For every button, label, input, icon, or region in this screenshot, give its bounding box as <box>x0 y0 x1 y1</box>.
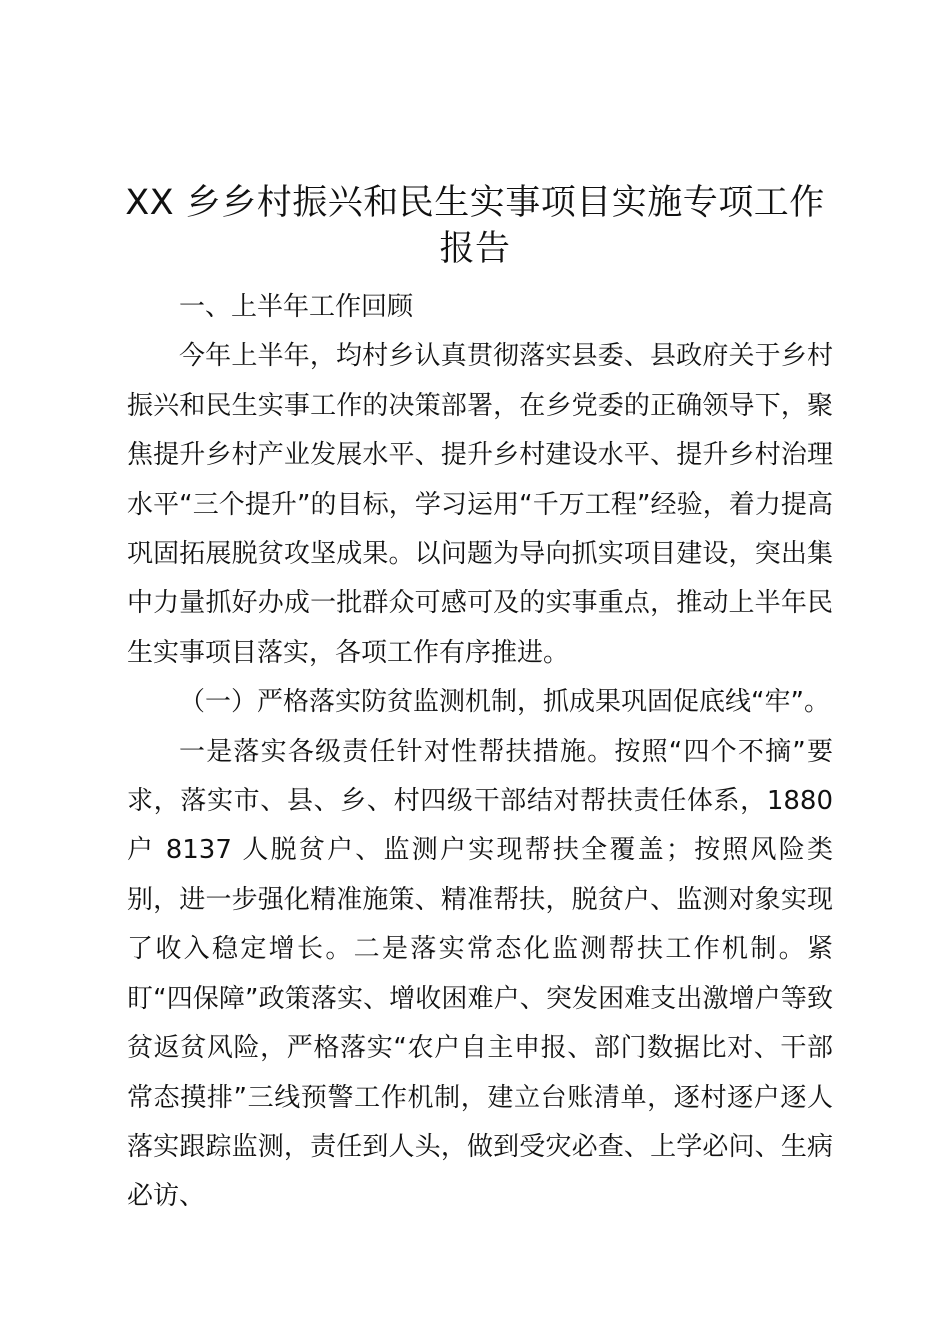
paragraph: 今年上半年，均村乡认真贯彻落实县委、县政府关于乡村振兴和民生实事工作的决策部署，在乡党委的正确领导下，聚焦提升乡村产业发展水平、提升乡村建设水平、提升乡村治理水平“三个提升”的目标，学习运用“千万工程”经验，着力提高巩固拓展脱贫攻坚成果。以问题为导向抓实项目建设，突出集中力量抓好办成一批群众可感可及的实事重点，推动上半年民生实事项目落实，各项工作有序推进。 <box>127 341 833 668</box>
title-line-1: XX 乡乡村振兴和民生实事项目实施专项工作 <box>125 183 825 223</box>
document-body <box>127 283 833 1222</box>
section-heading: 一、上半年工作回顾 <box>179 292 414 322</box>
paragraph: 一是落实各级责任针对性帮扶措施。按照“四个不摘”要求，落实市、县、乡、村四级干部结对帮扶责任体系，1880户 8137 人脱贫户、监测户实现帮扶全覆盖；按照风险类别，进一步强化精准施策、精准帮扶，脱贫户、监测对象实现了收入稳定增长。二是落实常态化监测帮扶工作机制。紧盯“四保障”政策落实、增收困难户、突发困难支出激增户等致贫返贫风险，严格落实“农户自主申报、部门数据比对、干部常态摸排”三线预警工作机制，建立台账清单，逐村逐户逐人落实跟踪监测，责任到人头，做到受灾必查、上学必问、生病必访、 <box>127 736 833 1212</box>
document-title <box>120 180 830 272</box>
subsection-heading: （一）严格落实防贫监测机制，抓成果巩固促底线“牢”。 <box>179 687 830 718</box>
title-line-2: 报告 <box>439 229 511 269</box>
